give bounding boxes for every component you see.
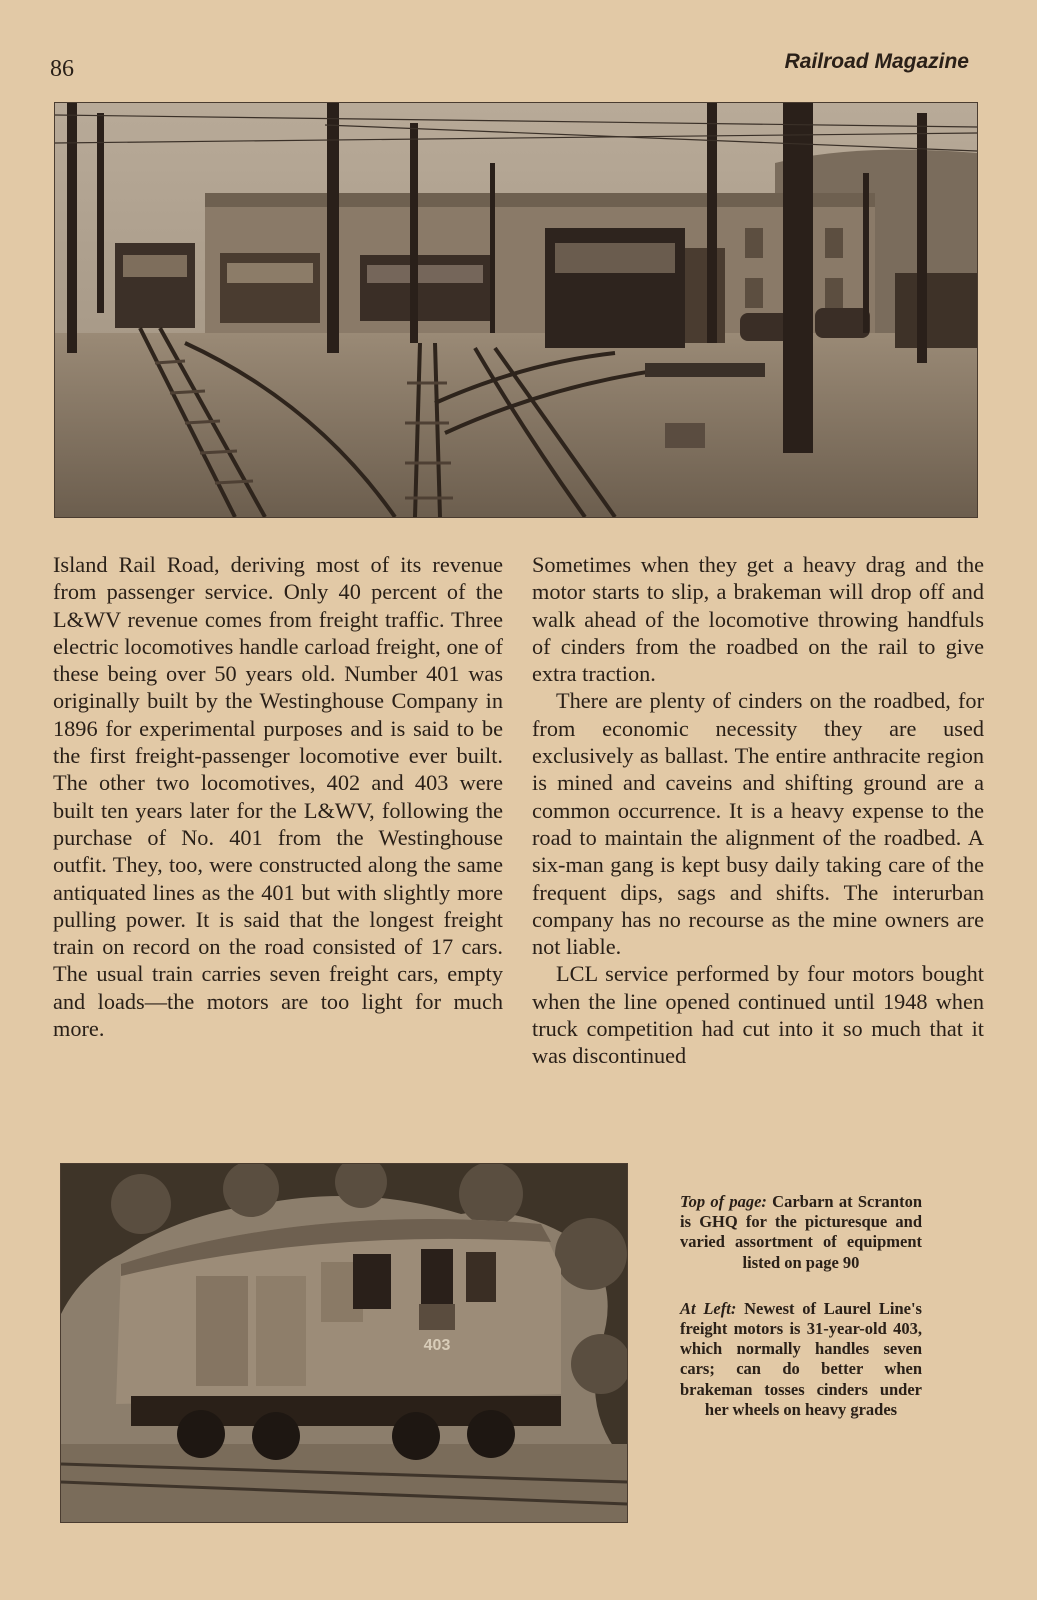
paragraph: Sometimes when they get a heavy drag and the motor starts to slip, a brakeman will drop off and walk ahead of the locomotive throwing handfuls of cinders from the roadbed on the rail to give extra traction. xyxy=(532,552,984,687)
caption-label: At Left: xyxy=(680,1298,737,1318)
locomotive-403-photo xyxy=(60,1163,628,1523)
magazine-title: Railroad Magazine xyxy=(784,50,969,73)
caption-text: Newest of Laurel Line's freight motors is 31-year-old 403, which normally handles seven cars; can do better when brakeman tosses cinders under her wheels on heavy grades xyxy=(680,1298,922,1419)
caption-left xyxy=(680,1299,922,1420)
paragraph: Island Rail Road, deriving most of its revenue from passenger service. Only 40 percent of the L&WV revenue comes from freight traffic. Three electric locomotives handle carload freight, one of these being over 50 years old. Number 401 was originally built by the Westinghouse Company in 1896 for experimental purposes and is said to be the first freight-passenger locomotive ever built. The other two locomotives, 402 and 403 were built ten years later for the L&WV, following the purchase of No. 401 from the Westinghouse outfit. They, too, were constructed along the same antiquated lines as the 401 but with slightly more pulling power. It is said that the longest freight train on record on the road consisted of 17 cars. The usual train carries seven freight cars, empty and loads—the motors are too light for much more. xyxy=(53,552,503,1042)
caption-text: Carbarn at Scranton is GHQ for the picturesque and varied assortment of equipment listed on page 90 xyxy=(680,1192,922,1272)
article-column-right xyxy=(532,551,984,1070)
carbarn-photo xyxy=(54,102,978,518)
page-number: 86 xyxy=(50,56,74,82)
photo-captions xyxy=(680,1192,922,1446)
caption-label: Top of page: xyxy=(680,1192,767,1211)
article-column-left xyxy=(53,551,503,1042)
paragraph: LCL service performed by four motors bought when the line opened continued until 1948 when truck competition had cut into it so much that it was discontinued xyxy=(532,961,984,1069)
caption-top xyxy=(680,1192,922,1273)
paragraph: There are plenty of cinders on the roadbed, for from economic necessity they are used exclusively as ballast. The entire anthracite region is mined and caveins and shifting ground are a common occurrence. It is a heavy expense to the road to maintain the alignment of the roadbed. A six-man gang is kept busy daily taking care of the frequent dips, sags and shifts. The interurban company has no recourse as the mine owners are not liable. xyxy=(532,688,984,960)
locomotive-number-plate: 403 xyxy=(423,1337,451,1354)
